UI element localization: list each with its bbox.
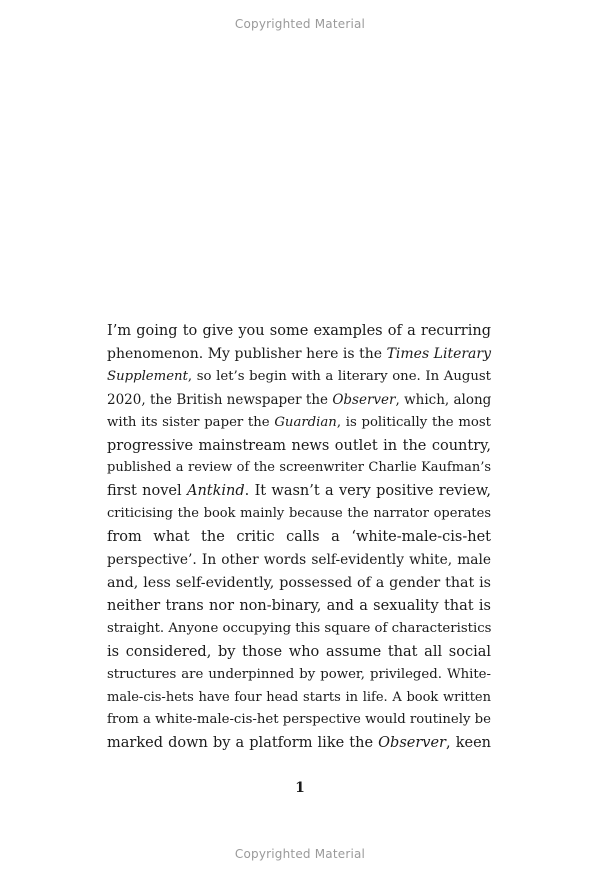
text-line bbox=[107, 572, 491, 595]
text-line bbox=[107, 457, 491, 480]
text-segment: male-cis-hets have four head starts in life. A book written bbox=[107, 689, 491, 705]
text-segment: 2020, the British newspaper the bbox=[107, 391, 333, 408]
text-segment: structures are underpinned by power, privileged. White- bbox=[107, 666, 491, 682]
text-segment: perspective’. In other words self-evidently white, male bbox=[107, 552, 491, 569]
body-text bbox=[107, 320, 491, 755]
text-line bbox=[107, 732, 491, 755]
text-line bbox=[107, 709, 491, 732]
text-segment: first novel bbox=[107, 483, 187, 500]
page-number: 1 bbox=[295, 780, 305, 796]
text-line bbox=[107, 641, 491, 664]
text-line bbox=[107, 412, 491, 435]
text-line bbox=[107, 595, 491, 618]
italic-text: Antkind bbox=[186, 483, 245, 500]
italic-text: Supplement bbox=[107, 368, 188, 384]
text-line bbox=[107, 549, 491, 572]
italic-text: Times Literary bbox=[386, 345, 491, 362]
text-segment: and, less self-evidently, possessed of a gender that is bbox=[107, 574, 491, 591]
text-line bbox=[107, 618, 491, 641]
text-line bbox=[107, 664, 491, 687]
text-line bbox=[107, 343, 491, 366]
text-segment: progressive mainstream news outlet in the country, bbox=[107, 437, 491, 454]
text-segment: straight. Anyone occupying this square of characteristics bbox=[107, 620, 492, 636]
text-segment: with its sister paper the bbox=[107, 414, 275, 430]
italic-text: Observer bbox=[378, 735, 446, 752]
text-line bbox=[107, 320, 491, 343]
watermark-top: Copyrighted Material bbox=[234, 17, 366, 31]
text-line bbox=[107, 366, 491, 389]
text-segment: , which, along bbox=[395, 391, 492, 408]
italic-text: Guardian bbox=[274, 414, 337, 430]
text-segment: neither trans nor non-binary, and a sexuality that is bbox=[107, 597, 491, 614]
text-line bbox=[107, 687, 491, 710]
text-segment: , so let’s begin with a literary one. In August bbox=[187, 368, 491, 384]
italic-text: Observer bbox=[332, 391, 396, 408]
text-segment: I’m going to give you some examples of a recurring bbox=[107, 323, 491, 339]
watermark-bottom: Copyrighted Material bbox=[234, 847, 366, 861]
text-segment: from what the critic calls a ‘white-male-cis-het bbox=[107, 529, 491, 546]
text-segment: criticising the book mainly because the narrator operates bbox=[107, 506, 491, 522]
text-line bbox=[107, 503, 491, 526]
text-line bbox=[107, 389, 491, 412]
text-segment: , is politically the most bbox=[336, 414, 491, 430]
text-line bbox=[107, 526, 491, 549]
text-segment: phenomenon. My publisher here is the bbox=[107, 345, 387, 362]
text-line bbox=[107, 435, 491, 458]
text-segment: marked down by a platform like the bbox=[107, 735, 379, 752]
text-line bbox=[107, 480, 491, 503]
text-segment: published a review of the screenwriter Charlie Kaufman’s bbox=[107, 460, 491, 476]
text-segment: , keen bbox=[445, 735, 491, 752]
text-segment: . It wasn’t a very positive review, bbox=[244, 483, 491, 500]
text-segment: from a white-male-cis-het perspective would routinely be bbox=[107, 712, 491, 728]
text-segment: is considered, by those who assume that all social bbox=[107, 643, 491, 660]
